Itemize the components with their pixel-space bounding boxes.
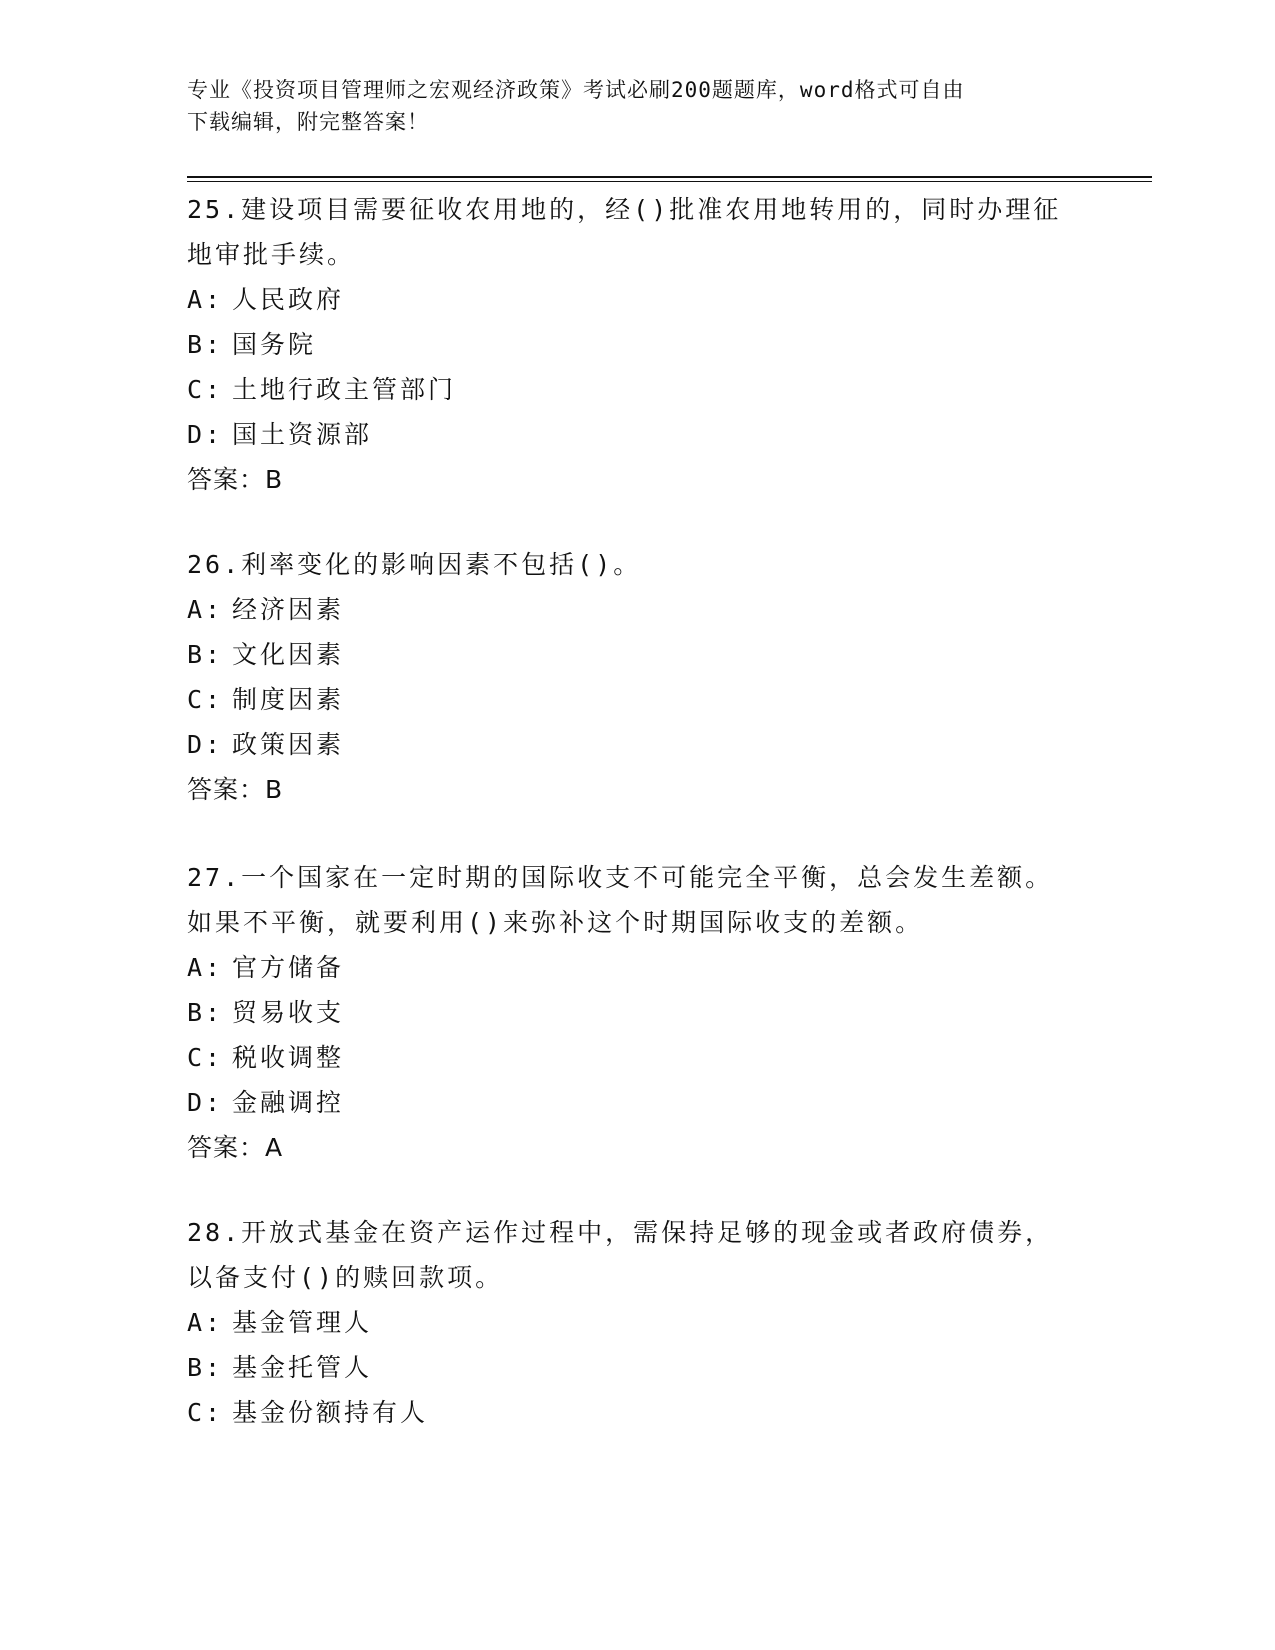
option-text: 国务院 (232, 330, 317, 359)
option-letter: D: (187, 420, 224, 449)
option-letter: C: (187, 685, 224, 714)
option-b (187, 322, 1087, 367)
option-text: 税收调整 (232, 1043, 345, 1072)
question-stem (187, 542, 1087, 587)
option-text: 国土资源部 (232, 420, 373, 449)
question-stem-line-1: 25.建设项目需要征收农用地的，经()批准农用地转用的，同时办理征 (187, 195, 1062, 224)
question-27 (187, 855, 1087, 1170)
question-stem-line-1: 28.开放式基金在资产运作过程中，需保持足够的现金或者政府债券， (187, 1218, 1054, 1247)
question-28 (187, 1210, 1087, 1435)
option-b (187, 1345, 1087, 1390)
option-text: 文化因素 (232, 640, 345, 669)
option-text: 政策因素 (232, 730, 345, 759)
question-stem (187, 855, 1087, 945)
option-a (187, 277, 1087, 322)
option-letter: D: (187, 1088, 224, 1117)
option-text: 经济因素 (232, 595, 345, 624)
option-d (187, 1080, 1087, 1125)
option-letter: A: (187, 285, 224, 314)
option-a (187, 1300, 1087, 1345)
answer-line: 答案：B (187, 465, 284, 494)
option-letter: B: (187, 1353, 224, 1382)
question-stem (187, 1210, 1087, 1300)
option-letter: C: (187, 375, 224, 404)
header-rule-thick (187, 176, 1152, 178)
option-letter: D: (187, 730, 224, 759)
option-a (187, 587, 1087, 632)
option-text: 土地行政主管部门 (232, 375, 457, 404)
option-letter: B: (187, 330, 224, 359)
option-letter: C: (187, 1043, 224, 1072)
question-25 (187, 187, 1087, 502)
option-letter: A: (187, 1308, 224, 1337)
question-stem-line-1: 27.一个国家在一定时期的国际收支不可能完全平衡，总会发生差额。 (187, 863, 1054, 892)
question-stem (187, 187, 1087, 277)
question-stem-line-2: 地审批手续。 (187, 240, 356, 269)
option-letter: B: (187, 640, 224, 669)
option-text: 人民政府 (232, 285, 345, 314)
option-letter: B: (187, 998, 224, 1027)
header-line-1: 专业《投资项目管理师之宏观经济政策》考试必刷200题题库，word格式可自由 (187, 78, 965, 102)
option-text: 基金托管人 (232, 1353, 373, 1382)
option-b (187, 632, 1087, 677)
option-letter: A: (187, 595, 224, 624)
answer-line: 答案：A (187, 1133, 284, 1162)
option-text: 制度因素 (232, 685, 345, 714)
header-rule-thin (187, 181, 1152, 182)
document-header (187, 74, 1087, 138)
option-text: 金融调控 (232, 1088, 345, 1117)
option-text: 贸易收支 (232, 998, 345, 1027)
question-stem-line-2: 以备支付()的赎回款项。 (187, 1263, 504, 1292)
option-text: 基金管理人 (232, 1308, 373, 1337)
option-a (187, 945, 1087, 990)
question-26 (187, 542, 1087, 812)
option-c (187, 1390, 1087, 1435)
option-d (187, 722, 1087, 767)
option-c (187, 677, 1087, 722)
header-line-2: 下载编辑，附完整答案！ (187, 110, 429, 134)
option-letter: A: (187, 953, 224, 982)
answer-line: 答案：B (187, 775, 284, 804)
option-letter: C: (187, 1398, 224, 1427)
question-stem-line-2: 如果不平衡，就要利用()来弥补这个时期国际收支的差额。 (187, 908, 924, 937)
option-d (187, 412, 1087, 457)
question-stem-line-1: 26.利率变化的影响因素不包括()。 (187, 550, 642, 579)
option-c (187, 367, 1087, 412)
option-c (187, 1035, 1087, 1080)
option-text: 基金份额持有人 (232, 1398, 429, 1427)
option-b (187, 990, 1087, 1035)
option-text: 官方储备 (232, 953, 345, 982)
